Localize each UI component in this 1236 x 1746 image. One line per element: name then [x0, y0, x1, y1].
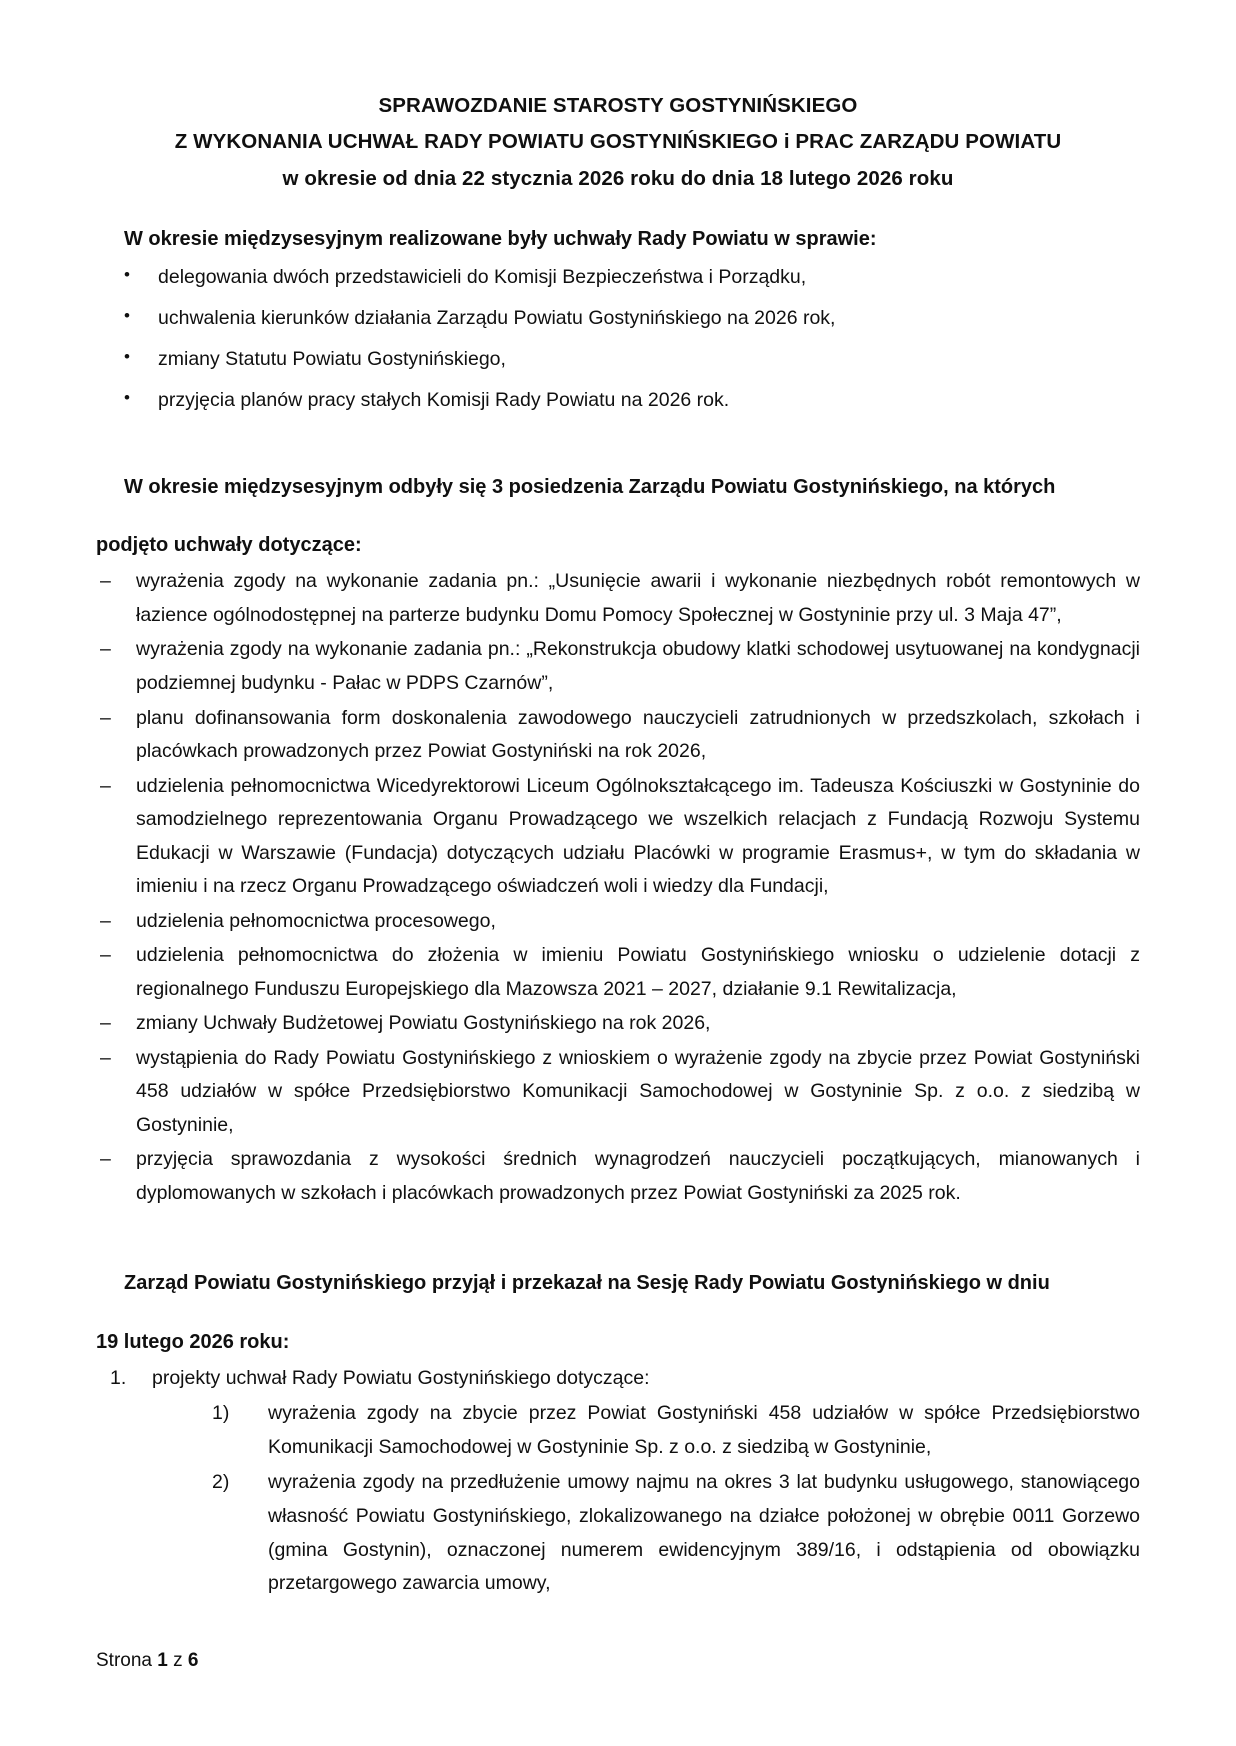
footer-prefix: Strona — [96, 1650, 158, 1671]
list-item: – udzielenia pełnomocnictwa procesowego, — [96, 905, 1140, 939]
list-item: – udzielenia pełnomocnictwa do złożenia w imieniu Powiatu Gostynińskiego wniosku o udzielenie dotacji z regionalnego Funduszu Europejskiego dla Mazowsza 2021 – 2027, działanie 9.1 Rewitalizacja, — [96, 939, 1140, 1006]
section-3-list — [96, 1362, 1140, 1600]
list-item: • delegowania dwóch przedstawicieli do Komisji Bezpieczeństwa i Porządku, — [96, 262, 1140, 293]
list-item-text: projekty uchwał Rady Powiatu Gostynińskiego dotyczące: — [152, 1367, 650, 1390]
list-item-marker: 1) — [212, 1402, 230, 1425]
list-item: – zmiany Uchwały Budżetowej Powiatu Gostynińskiego na rok 2026, — [96, 1007, 1140, 1041]
list-item: – wyrażenia zgody na wykonanie zadania pn.: „Rekonstrukcja obudowy klatki schodowej usytuowanej na kondygnacji podziemnej budynku - Pałac w PDPS Czarnów”, — [96, 633, 1140, 700]
section-1-list — [96, 262, 1140, 417]
document-title-line-3: w okresie od dnia 22 stycznia 2026 roku do dnia 18 lutego 2026 roku — [282, 166, 954, 190]
list-item: • przyjęcia planów pracy stałych Komisji Rady Powiatu na 2026 rok. — [96, 385, 1140, 416]
document-title — [96, 88, 1140, 197]
section-3-sub-list — [212, 1397, 1140, 1600]
list-item-marker: 1. — [110, 1367, 127, 1390]
section-2-list — [96, 565, 1140, 1210]
section-1-heading: W okresie międzysesyjnym realizowane były uchwały Rady Powiatu w sprawie: — [124, 228, 877, 251]
list-item-text: wyrażenia zgody na przedłużenie umowy najmu na okres 3 lat budynku usługowego, stanowiącego własność Powiatu Gostynińskiego, zlokalizowanego na działce położonej w obrębie 0011 Gorzewo (gmina Gostynin), oznaczonej numerem ewidencyjnym 389/16, i odstąpienia od obowiązku przetargowego zawarcia umowy, — [268, 1471, 1140, 1595]
list-item — [96, 1362, 1140, 1600]
list-item: • zmiany Statutu Powiatu Gostynińskiego, — [96, 344, 1140, 375]
footer-separator: z — [167, 1650, 188, 1671]
section-2-heading-line-1: W okresie międzysesyjnym odbyły się 3 posiedzenia Zarządu Powiatu Gostynińskiego, na których — [124, 475, 1056, 498]
page-footer — [96, 1650, 198, 1672]
sub-list-container — [212, 1397, 1140, 1600]
list-item: – planu dofinansowania form doskonalenia zawodowego nauczycieli zatrudnionych w przedszkolach, szkołach i placówkach prowadzonych przez Powiat Gostyniński na rok 2026, — [96, 702, 1140, 769]
document-title-line-2: Z WYKONANIA UCHWAŁ RADY POWIATU GOSTYNIŃSKIEGO i PRAC ZARZĄDU POWIATU — [174, 130, 1062, 154]
list-item — [212, 1466, 1140, 1600]
section-3-heading-line-2: 19 lutego 2026 roku: — [96, 1330, 290, 1353]
section-3-heading-line-1: Zarząd Powiatu Gostynińskiego przyjął i przekazał na Sesję Rady Powiatu Gostynińskiego w dniu — [124, 1272, 1050, 1295]
list-item: – udzielenia pełnomocnictwa Wicedyrektorowi Liceum Ogólnokształcącego im. Tadeusza Kościuszki w Gostyninie do samodzielnego reprezentowania Organu Prowadzącego we wszelkich relacjach z Fundacją Rozwoju Systemu Edukacji w Warszawie (Fundacja) dotyczących udziału Placówki w programie Erasmus+, w tym do składania w imieniu i na rzecz Organu Prowadzącego oświadczeń woli i wiedzy dla Fundacji, — [96, 770, 1140, 904]
document-title-line-1: SPRAWOZDANIE STAROSTY GOSTYNIŃSKIEGO — [378, 94, 858, 117]
footer-current-page: 1 — [157, 1650, 168, 1671]
section-2-heading-line-2: podjęto uchwały dotyczące: — [96, 533, 362, 556]
list-item: – wystąpienia do Rady Powiatu Gostynińskiego z wnioskiem o wyrażenie zgody na zbycie przez Powiat Gostyniński 458 udziałów w spółce Przedsiębiorstwo Komunikacji Samochodowej w Gostyninie Sp. z o.o. z siedzibą w Gostyninie, — [96, 1042, 1140, 1143]
spacer — [96, 1211, 1140, 1241]
footer-total-pages: 6 — [187, 1650, 199, 1671]
list-item: • uchwalenia kierunków działania Zarządu Powiatu Gostynińskiego na 2026 rok, — [96, 303, 1140, 334]
list-item: – przyjęcia sprawozdania z wysokości średnich wynagrodzeń nauczycieli początkujących, mianowanych i dyplomowanych w szkołach i placówkach prowadzonych przez Powiat Gostyniński za 2025 rok. — [96, 1143, 1140, 1210]
list-item-text: wyrażenia zgody na zbycie przez Powiat Gostyniński 458 udziałów w spółce Przedsiębiorstwo Komunikacji Samochodowej w Gostyninie Sp. z o.o. z siedzibą w Gostyninie, — [268, 1402, 1140, 1458]
spacer — [96, 427, 1140, 445]
list-item — [212, 1397, 1140, 1464]
list-item-marker: 2) — [212, 1471, 230, 1494]
list-item: – wyrażenia zgody na wykonanie zadania pn.: „Usunięcie awarii i wykonanie niezbędnych robót remontowych w łazience ogólnodostępnej na parterze budynku Domu Pomocy Społecznej w Gostyninie przy ul. 3 Maja 47”, — [96, 565, 1140, 632]
